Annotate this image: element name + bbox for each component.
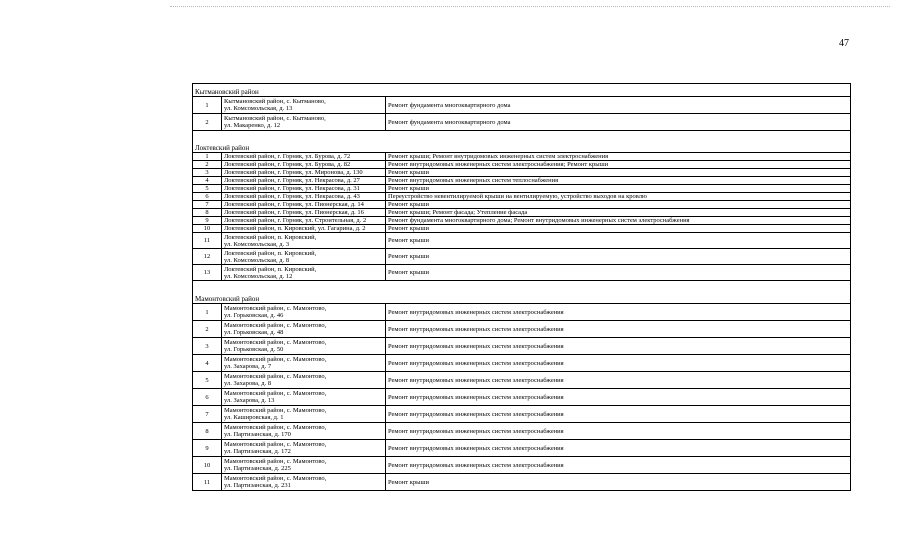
address-line-2: ул. Кашировская, д. 1 [224, 414, 284, 421]
row-number: 2 [193, 114, 222, 130]
page-number: 47 [839, 38, 849, 49]
row-number: 4 [193, 355, 222, 371]
table-row [192, 265, 851, 281]
table-row [192, 249, 851, 265]
address-line-1: Локтевский район, г. Горняк, ул. Строительная, д. 2 [224, 217, 367, 224]
address-line-1: Локтевский район, г. Горняк, ул. Пионерская, д. 16 [224, 209, 364, 216]
address-line-1: Мамонтовский район, с. Мамонтово, [224, 322, 327, 329]
work-type-cell: Ремонт крыши; Ремонт внутридомовых инженерных систем электроснабжения [388, 153, 609, 160]
work-type-cell: Ремонт внутридомовых инженерных систем электроснабжения [388, 308, 564, 316]
row-number: 10 [193, 225, 222, 232]
address-line-1: Мамонтовский район, с. Мамонтово, [224, 424, 327, 431]
work-type-cell: Ремонт крыши [388, 478, 429, 486]
address-line-1: Мамонтовский район, с. Мамонтово, [224, 475, 327, 482]
table-row [192, 440, 851, 457]
address-cell [222, 389, 386, 405]
address-line-2: ул. Захарова, д. 7 [224, 363, 272, 370]
row-number: 2 [193, 321, 222, 337]
row-number: 13 [193, 265, 222, 280]
work-type-cell: Ремонт крыши; Ремонт фасада; Утепление фасада [388, 209, 528, 216]
address-cell [222, 177, 386, 184]
table-row [192, 355, 851, 372]
address-cell [222, 440, 386, 456]
work-type-cell: Ремонт крыши [388, 169, 429, 176]
work-type-cell: Переустройство невентилируемой крыши на вентилируемую, устройство выходов на кровлю [388, 193, 647, 200]
row-number: 7 [193, 201, 222, 208]
work-type-cell: Ремонт внутридомовых инженерных систем электроснабжения [388, 393, 564, 401]
work-type-cell: Ремонт внутридомовых инженерных систем электроснабжения [388, 359, 564, 367]
table-row [192, 457, 851, 474]
table-row [192, 161, 851, 169]
scan-edge-line [170, 6, 890, 9]
district-header: Кытмановский район [192, 83, 851, 97]
work-type-cell: Ремонт крыши [388, 185, 429, 192]
row-number: 5 [193, 185, 222, 192]
address-line-1: Мамонтовский район, с. Мамонтово, [224, 339, 327, 346]
address-cell [222, 185, 386, 192]
work-type-cell: Ремонт внутридомовых инженерных систем электроснабжения [388, 461, 564, 469]
address-line-2: ул. Макаренко, д. 12 [224, 122, 281, 129]
work-type-cell: Ремонт внутридомовых инженерных систем электроснабжения [388, 325, 564, 333]
work-type-cell: Ремонт внутридомовых инженерных систем электроснабжения [388, 444, 564, 452]
work-type-cell: Ремонт крыши [388, 201, 429, 208]
address-line-2: ул. Горьковская, д. 48 [224, 329, 284, 336]
address-line-2: ул. Комсомольская, д. 12 [224, 272, 293, 280]
address-line-1: Кытмановский район, с. Кытманово, [224, 98, 326, 105]
district-header: Локтевский район [192, 140, 851, 153]
address-line-1: Кытмановский район, с. Кытманово, [224, 115, 326, 122]
address-line-2: ул. Партизанская, д. 231 [224, 482, 291, 489]
work-type-cell: Ремонт фундамента многоквартирного дома [388, 101, 511, 109]
address-line-1: Мамонтовский район, с. Мамонтово, [224, 356, 327, 363]
table-row [192, 177, 851, 185]
address-cell [222, 217, 386, 224]
table-row [192, 321, 851, 338]
row-number: 5 [193, 372, 222, 388]
address-cell [222, 249, 386, 264]
address-cell [222, 265, 386, 280]
table-row [192, 153, 851, 161]
row-number: 11 [193, 233, 222, 248]
address-cell [222, 114, 386, 130]
row-number: 12 [193, 249, 222, 264]
works-table [192, 83, 851, 491]
table-row [192, 406, 851, 423]
row-number: 9 [193, 217, 222, 224]
work-type-cell: Ремонт внутридомовых инженерных систем электроснабжения [388, 410, 564, 418]
address-cell [222, 355, 386, 371]
address-line-2: ул. Партизанская, д. 170 [224, 431, 291, 438]
address-line-2: ул. Партизанская, д. 172 [224, 448, 291, 455]
row-number: 11 [193, 474, 222, 490]
work-type-cell: Ремонт крыши [388, 237, 429, 244]
address-cell [222, 161, 386, 168]
work-type-cell: Ремонт внутридомовых инженерных систем электроснабжения [388, 342, 564, 350]
table-row [192, 114, 851, 131]
address-line-1: Локтевский район, г. Горняк, ул. Некрасова, д. 31 [224, 185, 360, 192]
address-line-1: Мамонтовский район, с. Мамонтово, [224, 373, 327, 380]
address-cell [222, 209, 386, 216]
table-row [192, 185, 851, 193]
table-row [192, 389, 851, 406]
work-type-cell: Ремонт крыши [388, 269, 429, 276]
table-row [192, 217, 851, 225]
work-type-cell: Ремонт внутридомовых инженерных систем электроснабжения [388, 427, 564, 435]
table-row [192, 474, 851, 491]
address-cell [222, 457, 386, 473]
row-number: 10 [193, 457, 222, 473]
address-line-1: Мамонтовский район, с. Мамонтово, [224, 407, 327, 414]
address-cell [222, 97, 386, 113]
table-row [192, 225, 851, 233]
address-line-2: ул. Комсомольская, д. 8 [224, 256, 290, 264]
row-number: 1 [193, 97, 222, 113]
work-type-cell: Ремонт внутридомовых инженерных систем электроснабжения [388, 376, 564, 384]
row-number: 3 [193, 169, 222, 176]
address-cell [222, 225, 386, 232]
row-number: 7 [193, 406, 222, 422]
address-line-1: Мамонтовский район, с. Мамонтово, [224, 305, 327, 312]
address-cell [222, 233, 386, 248]
district-spacer [192, 281, 851, 291]
address-line-1: Локтевский район, г. Горняк, ул. Пионерская, д. 14 [224, 201, 364, 208]
address-cell [222, 193, 386, 200]
table-row [192, 201, 851, 209]
work-type-cell: Ремонт крыши [388, 253, 429, 260]
address-cell [222, 423, 386, 439]
table-row [192, 304, 851, 321]
row-number: 1 [193, 153, 222, 160]
address-line-1: Локтевский район, п. Кировский, [224, 249, 317, 257]
address-cell [222, 338, 386, 354]
address-cell [222, 372, 386, 388]
row-number: 2 [193, 161, 222, 168]
address-cell [222, 474, 386, 490]
address-line-1: Локтевский район, п. Кировский, ул. Гагарина, д. 2 [224, 225, 366, 232]
address-line-2: ул. Горьковская, д. 46 [224, 312, 284, 319]
district-spacer [192, 131, 851, 140]
address-line-2: ул. Захарова, д. 8 [224, 380, 272, 387]
row-number: 1 [193, 304, 222, 320]
address-line-1: Локтевский район, г. Горняк, ул. Миронова, д. 130 [224, 169, 363, 176]
work-type-cell: Ремонт крыши [388, 225, 429, 232]
table-row [192, 372, 851, 389]
address-line-2: ул. Захарова, д. 13 [224, 397, 275, 404]
address-line-2: ул. Комсомольская, д. 13 [224, 105, 293, 112]
table-row [192, 169, 851, 177]
address-line-1: Мамонтовский район, с. Мамонтово, [224, 441, 327, 448]
district-header: Мамонтовский район [192, 291, 851, 304]
address-cell [222, 201, 386, 208]
address-line-1: Локтевский район, г. Горняк, ул. Бурова, д. 82 [224, 161, 351, 168]
address-cell [222, 321, 386, 337]
address-cell [222, 406, 386, 422]
address-line-1: Локтевский район, г. Горняк, ул. Бурова, д. 72 [224, 153, 351, 160]
address-cell [222, 153, 386, 160]
table-row [192, 209, 851, 217]
row-number: 4 [193, 177, 222, 184]
address-line-2: ул. Комсомольская, д. 3 [224, 240, 290, 248]
address-cell [222, 169, 386, 176]
work-type-cell: Ремонт фундамента многоквартирного дома; Ремонт внутридомовых инженерных систем электроснабжения [388, 217, 690, 224]
address-line-1: Локтевский район, г. Горняк, ул. Некрасова, д. 27 [224, 177, 360, 184]
row-number: 9 [193, 440, 222, 456]
address-line-1: Мамонтовский район, с. Мамонтово, [224, 458, 327, 465]
address-line-1: Мамонтовский район, с. Мамонтово, [224, 390, 327, 397]
work-type-cell: Ремонт внутридомовых инженерных систем электроснабжения; Ремонт крыши [388, 161, 609, 168]
address-line-2: ул. Горьковская, д. 50 [224, 346, 284, 353]
work-type-cell: Ремонт внутридомовых инженерных систем теплоснабжения [388, 177, 559, 184]
table-row [192, 97, 851, 114]
table-row [192, 233, 851, 249]
table-row [192, 338, 851, 355]
address-line-2: ул. Партизанская, д. 225 [224, 465, 291, 472]
address-line-1: Локтевский район, г. Горняк, ул. Некрасова, д. 43 [224, 193, 360, 200]
work-type-cell: Ремонт фундамента многоквартирного дома [388, 118, 511, 126]
row-number: 3 [193, 338, 222, 354]
row-number: 6 [193, 193, 222, 200]
address-line-1: Локтевский район, п. Кировский, [224, 233, 317, 241]
table-row [192, 423, 851, 440]
address-cell [222, 304, 386, 320]
row-number: 8 [193, 209, 222, 216]
row-number: 8 [193, 423, 222, 439]
table-row [192, 193, 851, 201]
row-number: 6 [193, 389, 222, 405]
address-line-1: Локтевский район, п. Кировский, [224, 265, 317, 273]
